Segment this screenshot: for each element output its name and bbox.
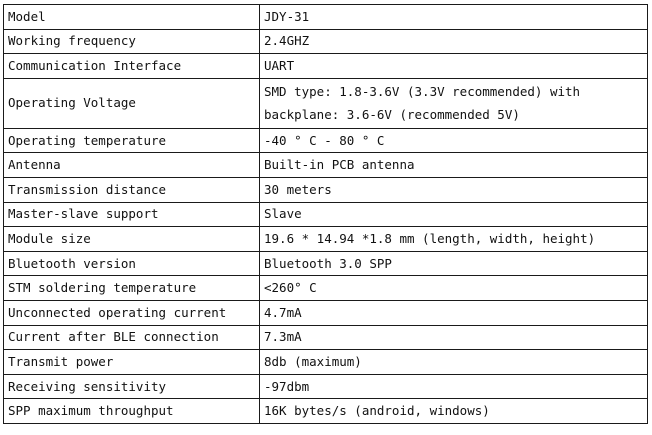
spec-label: Bluetooth version bbox=[4, 251, 260, 276]
spec-value: -40 ° C - 80 ° C bbox=[260, 128, 648, 153]
table-row bbox=[4, 300, 648, 325]
table-row bbox=[4, 78, 648, 128]
spec-label: SPP maximum throughput bbox=[4, 399, 260, 424]
table-row bbox=[4, 128, 648, 153]
spec-value: <260° C bbox=[260, 276, 648, 301]
spec-value: 16K bytes/s (android, windows) bbox=[260, 399, 648, 424]
table-row bbox=[4, 54, 648, 79]
spec-label: STM soldering temperature bbox=[4, 276, 260, 301]
spec-value: -97dbm bbox=[260, 374, 648, 399]
spec-value: Slave bbox=[260, 202, 648, 227]
table-row bbox=[4, 325, 648, 350]
spec-table bbox=[3, 4, 648, 424]
spec-value: 4.7mA bbox=[260, 300, 648, 325]
spec-label: Antenna bbox=[4, 153, 260, 178]
spec-value-line: SMD type: 1.8-3.6V (3.3V recommended) with bbox=[264, 84, 581, 100]
table-row bbox=[4, 350, 648, 375]
table-row bbox=[4, 5, 648, 30]
spec-value: Built-in PCB antenna bbox=[260, 153, 648, 178]
table-row bbox=[4, 276, 648, 301]
spec-value-line: backplane: 3.6-6V (recommended 5V) bbox=[264, 107, 520, 123]
spec-label: Operating Voltage bbox=[4, 78, 260, 128]
spec-value: 8db (maximum) bbox=[260, 350, 648, 375]
spec-value: 7.3mA bbox=[260, 325, 648, 350]
spec-label: Module size bbox=[4, 227, 260, 252]
table-row bbox=[4, 202, 648, 227]
spec-label: Current after BLE connection bbox=[4, 325, 260, 350]
spec-value: JDY-31 bbox=[260, 5, 648, 30]
spec-label: Receiving sensitivity bbox=[4, 374, 260, 399]
spec-label: Communication Interface bbox=[4, 54, 260, 79]
table-row bbox=[4, 177, 648, 202]
table-row bbox=[4, 251, 648, 276]
spec-value: Bluetooth 3.0 SPP bbox=[260, 251, 648, 276]
spec-label: Unconnected operating current bbox=[4, 300, 260, 325]
spec-value: 2.4GHZ bbox=[260, 29, 648, 54]
table-row bbox=[4, 227, 648, 252]
spec-value bbox=[260, 78, 648, 128]
spec-label: Master-slave support bbox=[4, 202, 260, 227]
table-row bbox=[4, 153, 648, 178]
spec-value: 19.6 * 14.94 *1.8 mm (length, width, height) bbox=[260, 227, 648, 252]
spec-label: Working frequency bbox=[4, 29, 260, 54]
table-row bbox=[4, 399, 648, 424]
table-row bbox=[4, 374, 648, 399]
spec-label: Operating temperature bbox=[4, 128, 260, 153]
spec-label: Transmission distance bbox=[4, 177, 260, 202]
spec-value: 30 meters bbox=[260, 177, 648, 202]
spec-label: Model bbox=[4, 5, 260, 30]
spec-value: UART bbox=[260, 54, 648, 79]
spec-label: Transmit power bbox=[4, 350, 260, 375]
table-row bbox=[4, 29, 648, 54]
